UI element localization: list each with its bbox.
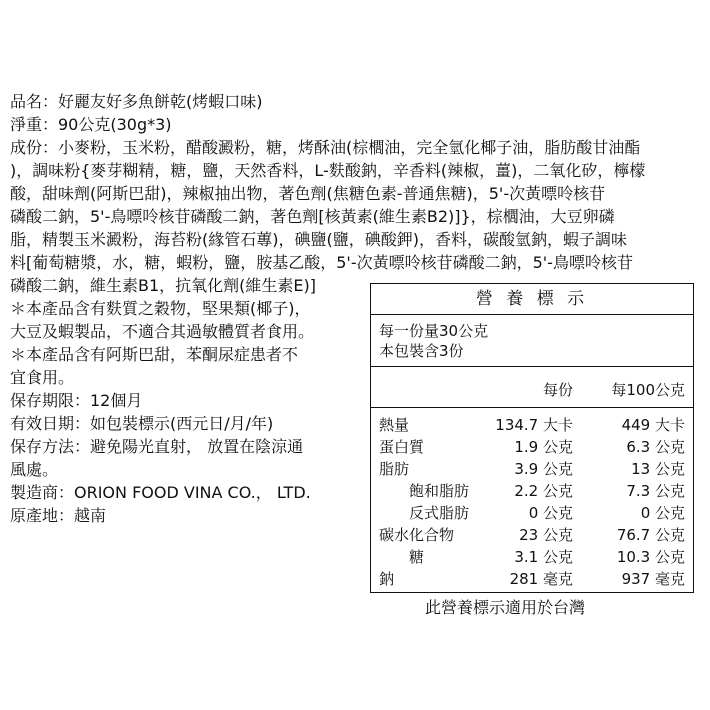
nutrition-row [371, 502, 693, 524]
storage-method: 保存方法：避免陽光直射， 放置在陰涼通 [10, 437, 304, 456]
nutrition-row [371, 436, 693, 458]
nutrition-row [371, 524, 693, 546]
nutrient-per-serving: 3.1 公克 [514, 548, 573, 566]
nutrient-per-serving: 281 毫克 [509, 570, 573, 588]
nutrient-per-100g: 6.3 公克 [626, 438, 685, 456]
nutrition-title: 營 養 標 示 [371, 284, 693, 315]
storage-method: 風處。 [10, 460, 59, 479]
nutrient-per-100g: 0 公克 [640, 504, 685, 522]
nutrient-per-100g: 449 大卡 [621, 416, 685, 434]
ingredients-line: 料[葡萄糖漿，水，糖，蝦粉，鹽，胺基乙酸，5'-次黃嘌呤核苷磷酸二鈉，5'-鳥嘌呤核苷 [10, 253, 633, 272]
column-per-serving: 每份 [542, 381, 573, 399]
nutrition-row [371, 568, 693, 590]
column-per-100g: 每100公克 [611, 381, 685, 399]
nutrient-per-100g: 10.3 公克 [616, 548, 685, 566]
nutrient-name: 碳水化合物 [379, 526, 455, 544]
nutrient-per-serving: 134.7 大卡 [495, 416, 573, 434]
allergen-warning: ＊本產品含有麩質之穀物，堅果類(椰子)， [10, 299, 311, 318]
nutrient-per-100g: 937 毫克 [621, 570, 685, 588]
nutrient-name: 糖 [409, 548, 425, 566]
shelf-life: 保存期限：12個月 [10, 391, 143, 410]
serving-size: 每一份量30公克 [379, 322, 489, 340]
ingredients-line: 脂，精製玉米澱粉，海苔粉(緣管石蓴)，碘鹽(鹽，碘酸鉀)，香料，碳酸氫鈉，蝦子調味 [10, 230, 627, 249]
product-name: 品名：好麗友好多魚餅乾(烤蝦口味) [10, 92, 263, 111]
nutrient-name: 熱量 [379, 416, 410, 434]
aspartame-warning: 宜食用。 [10, 368, 75, 387]
serving-info [371, 315, 693, 367]
nutrition-row [371, 414, 693, 436]
origin: 原產地：越南 [10, 506, 107, 525]
nutrient-per-serving: 23 公克 [519, 526, 573, 544]
nutrient-name: 飽和脂肪 [409, 482, 470, 500]
nutrient-per-serving: 3.9 公克 [514, 460, 573, 478]
nutrition-row [371, 546, 693, 568]
nutrient-per-serving: 1.9 公克 [514, 438, 573, 456]
nutrient-per-100g: 13 公克 [631, 460, 685, 478]
manufacturer: 製造商：ORION FOOD VINA CO.， LTD. [10, 483, 311, 502]
nutrient-per-100g: 7.3 公克 [626, 482, 685, 500]
expiry-date: 有效日期：如包裝標示(西元日/月/年) [10, 414, 274, 433]
nutrient-per-100g: 76.7 公克 [616, 526, 685, 544]
nutrition-row [371, 458, 693, 480]
nutrient-name: 反式脂肪 [409, 504, 470, 522]
net-weight: 淨重：90公克(30g*3) [10, 115, 172, 134]
nutrition-facts-table [370, 283, 694, 593]
nutrient-per-serving: 2.2 公克 [514, 482, 573, 500]
ingredients-line: 磷酸二鈉，5'-鳥嘌呤核苷磷酸二鈉，著色劑[核黃素(維生素B2)]}，棕櫚油，大豆卵磷 [10, 207, 615, 226]
nutrient-per-serving: 0 公克 [528, 504, 573, 522]
ingredients-line: 成份：小麥粉，玉米粉，醋酸澱粉，糖，烤酥油(棕櫚油，完全氫化椰子油，脂肪酸甘油酯 [10, 138, 641, 157]
nutrient-name: 脂肪 [379, 460, 410, 478]
servings-per-package: 本包裝含3份 [379, 342, 464, 360]
nutrition-column-headers [371, 367, 693, 408]
nutrient-name: 鈉 [379, 570, 395, 588]
ingredients-line: 酸，甜味劑(阿斯巴甜)，辣椒抽出物，著色劑(焦糖色素-普通焦糖)，5'-次黃嘌呤核苷 [10, 184, 606, 203]
nutrition-footnote: 此營養標示適用於台灣 [425, 598, 586, 617]
ingredients-line: 磷酸二鈉，維生素B1，抗氧化劑(維生素E)] [10, 276, 316, 295]
allergen-warning: 大豆及蝦製品，不適合其過敏體質者食用。 [10, 322, 315, 341]
ingredients-line: )，調味粉{麥芽糊精，糖，鹽，天然香料，L-麩酸鈉，辛香料(辣椒，薑)，二氧化矽，檸檬 [10, 161, 646, 180]
nutrition-row [371, 480, 693, 502]
nutrient-name: 蛋白質 [379, 438, 425, 456]
aspartame-warning: ＊本產品含有阿斯巴甜，苯酮尿症患者不 [10, 345, 299, 364]
